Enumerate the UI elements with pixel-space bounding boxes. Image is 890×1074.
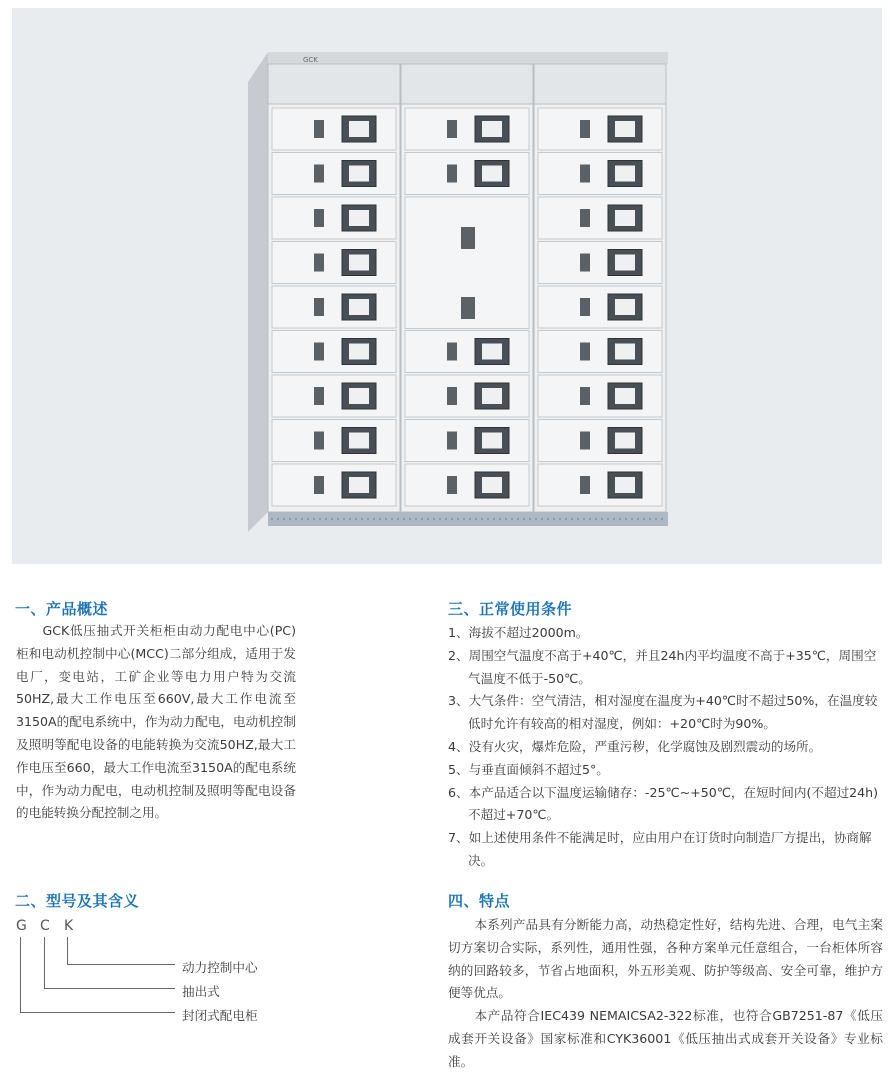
overview-paragraph — [16, 620, 296, 825]
conditions-list — [448, 622, 888, 873]
meaning-k: 动力控制中心 — [182, 960, 258, 975]
switchgear-cabinet-illustration — [248, 42, 668, 532]
condition-item: 7、如上述使用条件不能满足时，应由用户在订货时向制造厂方提出，协商解决。 — [448, 830, 872, 868]
condition-item: 3、大气条件：空气清洁，相对湿度在温度为+40℃时不超过50%，在温度较低时允许有较高的相对湿度，例如：+20℃时为90%。 — [448, 693, 878, 732]
overview-text: GCK低压抽式开关柜柜由动力配电中心(PC)柜和电动机控制中心(MCC)二部分组成，适用于发电厂，变电站，工矿企业等电力用户特为交流50HZ,最大工作电压至660V,最大工作电流至3150A的配电系统中，作为动力配电，电动机控制及照明等配电设备的电能转换为交流50HZ,最大工作电压至660，最大工作电流至3150A的配电系统中，作为动力配电，电动机控制及照明等配电设备的电能转换分配控制之用。 — [16, 623, 296, 821]
condition-item: 1、海拔不超过2000m。 — [448, 625, 589, 640]
condition-item: 6、本产品适合以下温度运输储存：-25℃~+50℃，在短时间内(不超过24h)不超过+70℃。 — [448, 784, 879, 823]
meaning-c: 抽出式 — [182, 984, 220, 999]
features-text-2: 本产品符合IEC439 NEMAICSA2-322标准，也符合GB7251-87《低压成套开关设备》国家标准和CYK36001《低压抽出式成套开关设备》专业标准。 — [448, 1008, 883, 1069]
condition-item: 5、与垂直面倾斜不超过5°。 — [448, 761, 609, 777]
condition-item: 2、周围空气温度不高于+40℃，并且24h内平均温度不高于+35℃，周围空气温度不低于-50℃。 — [448, 647, 877, 686]
model-title: 二、型号及其含义 — [15, 892, 140, 910]
conditions-title: 三、正常使用条件 — [448, 600, 573, 618]
condition-item: 4、没有火灾，爆炸危险，严重污秽，化学腐蚀及剧烈震动的场所。 — [448, 738, 822, 754]
bracket-line-g — [20, 937, 175, 1013]
model-letter-k: K — [64, 918, 74, 934]
cabinet-tag: GCK — [303, 56, 318, 64]
meaning-g: 封闭式配电柜 — [182, 1008, 258, 1023]
features-paragraphs — [448, 914, 883, 1074]
product-photo-area — [12, 8, 882, 564]
model-letter-g: G — [16, 918, 27, 934]
features-title: 四、特点 — [448, 892, 511, 910]
model-letter-c: C — [40, 918, 50, 934]
features-text-1: 本系列产品具有分断能力高，动热稳定性好，结构先进、合理，电气主案切方案切合实际，系列性，通用性强，各种方案单元任意组合，一台柜体所容纳的回路较多，节省占地面积，外五形美观、防护等级高、安全可靠，维护方便等优点。 — [448, 917, 883, 1001]
overview-title: 一、产品概述 — [15, 600, 109, 618]
